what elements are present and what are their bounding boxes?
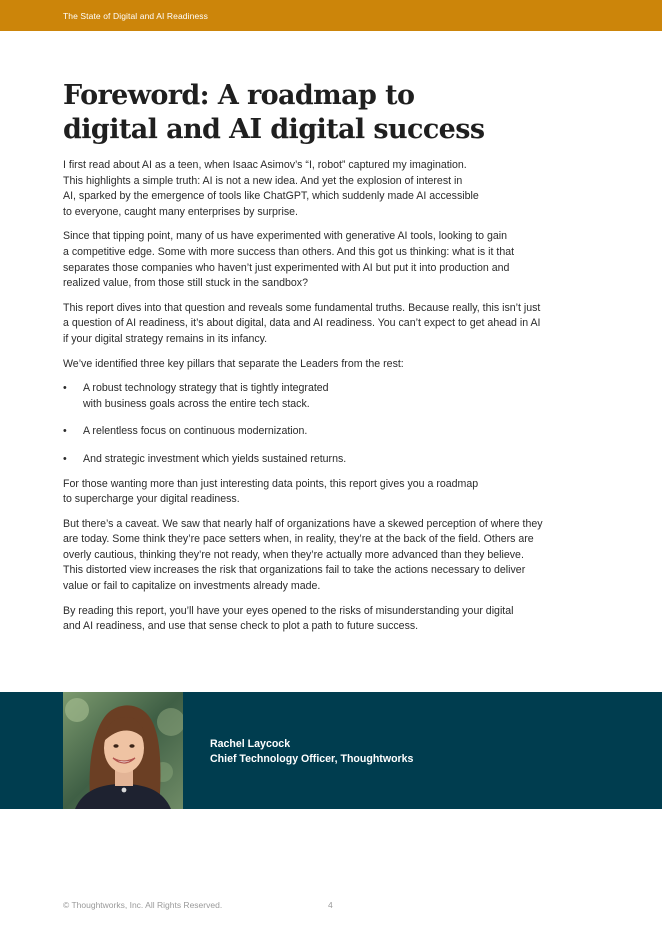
text-line: if your digital strategy remains in its infancy. xyxy=(63,332,268,345)
author-photo xyxy=(63,692,183,809)
text-line: And strategic investment which yields sustained returns. xyxy=(83,452,347,465)
page-title-line: Foreword: A roadmap to xyxy=(63,80,415,111)
paragraph-intro xyxy=(63,158,603,220)
footer-copyright: © Thoughtworks, Inc. All Rights Reserved. xyxy=(63,900,223,910)
text-line: This report dives into that question and reveals some fundamental truths. Because really, this isn’t just xyxy=(63,301,541,314)
pillars-list xyxy=(63,381,603,467)
text-line: and AI readiness, and use that sense check to plot a path to future success. xyxy=(63,620,419,633)
text-line: AI, sparked by the emergence of tools like ChatGPT, which suddenly made AI accessible xyxy=(63,190,479,203)
list-item xyxy=(63,381,603,412)
paragraph-pillars-intro xyxy=(63,357,603,373)
page-title-line: digital and AI digital success xyxy=(63,114,485,145)
author-name: Rachel Laycock xyxy=(210,738,291,750)
text-line: a competitive edge. Some with more success than others. And this got us thinking: what is it that xyxy=(63,245,515,258)
text-line: realized value, from those still stuck in the sandbox? xyxy=(63,277,308,290)
text-line: This highlights a simple truth: AI is not a new idea. And yet the explosion of interest in xyxy=(63,174,463,187)
author-role: Chief Technology Officer, Thoughtworks xyxy=(210,753,414,765)
text-line: are today. Some think they’re pace setters when, in reality, they’re at the back of the field. Others are xyxy=(63,533,534,546)
text-line: For those wanting more than just interesting data points, this report gives you a roadmap xyxy=(63,477,479,490)
text-line: to everyone, caught many enterprises by surprise. xyxy=(63,205,298,218)
text-line: I first read about AI as a teen, when Isaac Asimov’s “I, robot” captured my imagination. xyxy=(63,159,467,171)
bullet-icon: • xyxy=(63,452,67,465)
paragraph-conclusion xyxy=(63,604,603,635)
page-title xyxy=(63,79,603,147)
text-line: A robust technology strategy that is tightly integrated xyxy=(83,382,329,395)
text-line: with business goals across the entire tech stack. xyxy=(83,397,310,410)
text-line: This distorted view increases the risk that organizations fail to take the actions necessary to deliver xyxy=(63,564,526,577)
text-line: Since that tipping point, many of us have experimented with generative AI tools, looking to gain xyxy=(63,230,508,243)
author-portrait-illustration xyxy=(63,692,183,809)
list-item xyxy=(63,424,603,440)
paragraph-tipping-point xyxy=(63,229,603,291)
text-line: But there’s a caveat. We saw that nearly half of organizations have a skewed perception of where they xyxy=(63,517,543,530)
foreword-content xyxy=(63,79,603,644)
bullet-icon: • xyxy=(63,425,67,438)
text-line: to supercharge your digital readiness. xyxy=(63,493,240,506)
document-title: The State of Digital and AI Readiness xyxy=(63,11,208,21)
bullet-icon: • xyxy=(63,382,67,395)
page-number: 4 xyxy=(328,900,333,910)
paragraph-roadmap xyxy=(63,477,603,508)
text-line: value or fail to capitalize on investments already made. xyxy=(63,580,321,593)
paragraph-report-dives xyxy=(63,301,603,348)
text-line: overly cautious, thinking they’re not ready, when they’re actually more advanced than they believe. xyxy=(63,548,524,561)
paragraph-caveat xyxy=(63,517,603,595)
text-line: By reading this report, you’ll have your eyes opened to the risks of misunderstanding your digital xyxy=(63,604,514,617)
header-band xyxy=(0,0,662,31)
text-line: a question of AI readiness, it’s about digital, data and AI readiness. You can’t expect to get ahead in AI xyxy=(63,317,541,330)
author-band xyxy=(0,692,662,809)
text-line: We’ve identified three key pillars that separate the Leaders from the rest: xyxy=(63,357,404,370)
text-line: A relentless focus on continuous modernization. xyxy=(83,425,308,438)
list-item xyxy=(63,452,603,468)
text-line: separates those companies who haven’t just experimented with AI but put it into production and xyxy=(63,261,510,274)
